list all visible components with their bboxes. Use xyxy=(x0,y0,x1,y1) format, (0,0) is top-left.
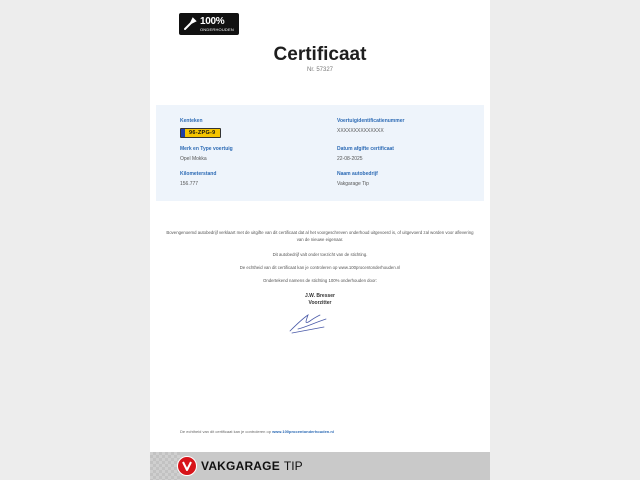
km-field xyxy=(180,171,216,187)
vakgarage-name: VAKGARAGE xyxy=(201,459,280,473)
footer-note-text: De echtheid van dit certificaat kan je controleren op xyxy=(180,429,273,434)
checkered-pattern xyxy=(150,452,180,480)
logo-percent: 100% xyxy=(200,15,225,27)
vin-label: Voertuigidentificatienummer xyxy=(337,118,405,124)
footer-note xyxy=(180,429,334,434)
license-plate xyxy=(180,128,221,138)
declaration-paragraph: Bovengenoemd autobedrijf verklaart met de uitgifte van dit certificaat dat al het voorgeschreven onderhoud uitgevoerd is, of uitgevoerd zal worden voor aflevering van de nieuwe eigenaar. xyxy=(166,230,474,242)
vakgarage-logo xyxy=(177,456,303,476)
vin-field xyxy=(337,118,404,134)
brand-logo xyxy=(179,13,239,35)
date-label: Datum afgifte certificaat xyxy=(337,146,394,152)
vehicle-info-panel xyxy=(156,105,484,201)
page-title: Certificaat xyxy=(273,44,367,65)
make-label: Merk en Type voertuig xyxy=(180,146,233,152)
date-value: 22-08-2025 xyxy=(337,156,363,162)
signed-by-text: Ondertekend namens de stichting 100% onderhouden door: xyxy=(263,278,377,283)
supervision-text: Dit autobedrijf valt onder toezicht van de stichting. xyxy=(272,252,368,257)
signature-image xyxy=(286,309,330,335)
make-value: Opel Mokka xyxy=(180,156,207,162)
company-value: Vakgarage Tip xyxy=(337,181,369,187)
km-label: Kilometerstand xyxy=(180,171,217,177)
plate-value: 96-ZPG-9 xyxy=(189,130,216,136)
plate-label: Kenteken xyxy=(180,118,203,124)
vin-value: XXXXXXXXXXXXXX xyxy=(337,128,384,134)
verify-link[interactable]: www.100procentonderhouden.nl xyxy=(272,429,334,434)
signer-role: Voorzitter xyxy=(308,300,332,306)
make-field xyxy=(180,146,233,162)
vakgarage-badge-icon xyxy=(177,456,197,476)
certificate-number: Nr. 57327 xyxy=(306,67,334,73)
company-label: Naam autobedrijf xyxy=(337,171,378,177)
wrench-icon xyxy=(181,15,199,33)
vakgarage-tip: TIP xyxy=(283,459,303,473)
plate-field xyxy=(180,118,221,142)
verify-text: De echtheid van dit certificaat kan je controleren op www.100procentonderhouden.nl xyxy=(239,265,401,270)
logo-subtitle: ONDERHOUDEN xyxy=(200,26,234,32)
km-value: 156.777 xyxy=(180,181,199,187)
company-field xyxy=(337,171,378,187)
certificate-page xyxy=(150,0,490,480)
date-field xyxy=(337,146,394,162)
signer-name: J.W. Bresser xyxy=(304,293,336,299)
